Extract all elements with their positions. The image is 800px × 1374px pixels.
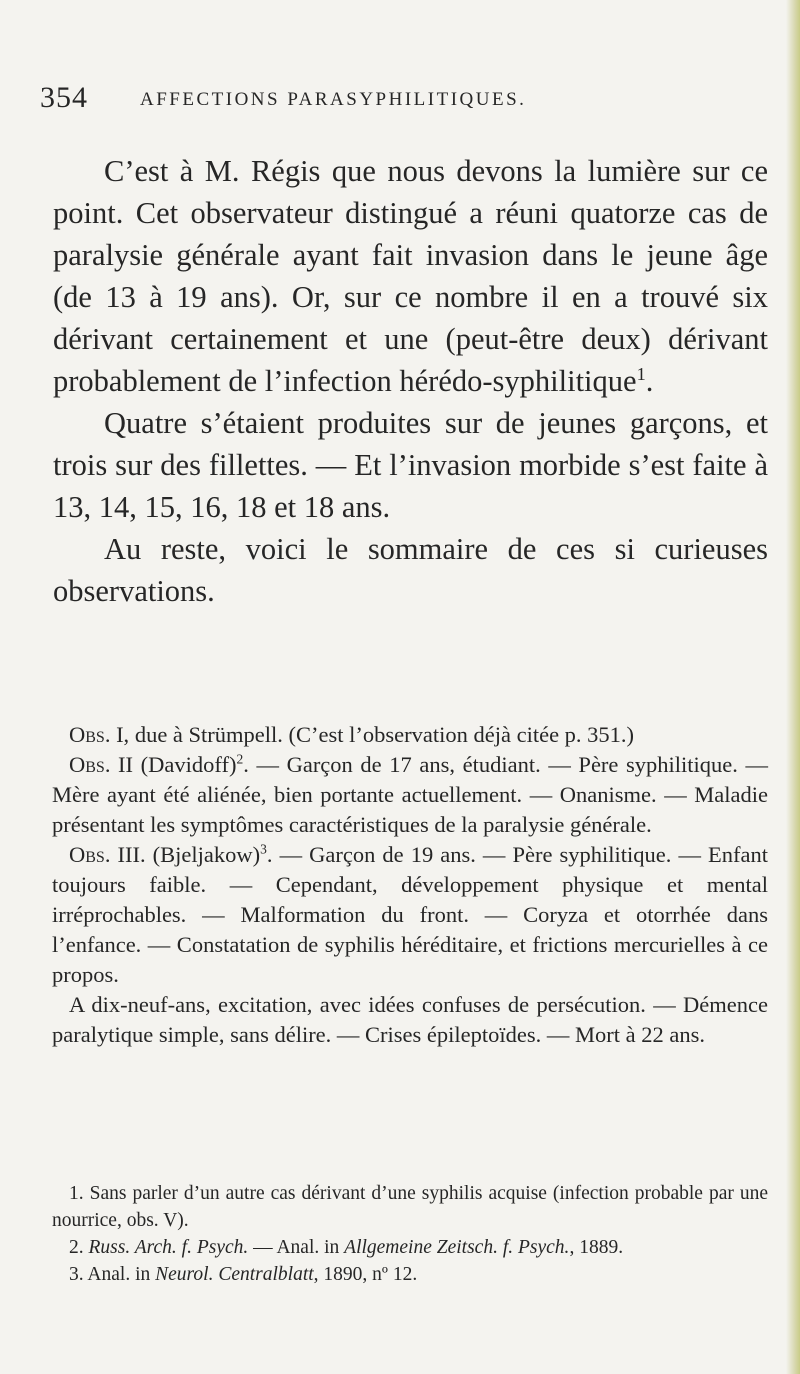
footnote-2-journal-2: Allgemeine Zeitsch. f. Psych. bbox=[344, 1237, 570, 1258]
observation-3-text: . — Garçon de 19 ans. — Père syphilitique. — Enfant toujours faible. — Cependant, développement physique et mental irréprochables. — Malformation du front. — Coryza et otorrhée dans l’enfance. — Constatation de syphilis héréditaire, et frictions mercurielles à ce propos. bbox=[52, 842, 768, 987]
footnote-3-journal: Neurol. Centralblatt bbox=[155, 1264, 314, 1285]
footnote-3 bbox=[52, 1261, 768, 1288]
footnote-ref-1: 1 bbox=[636, 363, 646, 384]
observation-1 bbox=[52, 720, 768, 750]
observation-3 bbox=[52, 840, 768, 990]
observation-2-label: Obs. II bbox=[69, 752, 134, 777]
footnote-3-prefix: 3. Anal. in bbox=[69, 1264, 156, 1285]
footnote-1: 1. Sans parler d’un autre cas dérivant d’une syphilis acquise (infection probable par une nourrice, obs. V). bbox=[52, 1183, 768, 1231]
observation-3-author: (Bjeljakow) bbox=[152, 842, 261, 867]
observation-1-label: Obs. I, bbox=[69, 722, 130, 747]
paragraph-1-text: C’est à M. Régis que nous devons la lumière sur ce point. Cet observateur distingué a réuni quatorze cas de paralysie générale ayant fait invasion dans le jeune âge (de 13 à 19 ans). Or, sur ce nombre il en a trouvé six dérivant certainement et une (peut-être deux) dérivant probablement de l’infection hérédo-syphilitique bbox=[53, 154, 768, 398]
footnote-2-journal: Russ. Arch. f. Psych. bbox=[88, 1237, 249, 1258]
footnote-2-mid: — Anal. in bbox=[248, 1237, 345, 1258]
page-number: 354 bbox=[40, 81, 88, 114]
paragraph-1 bbox=[53, 150, 768, 402]
footnote-2-year: , 1889. bbox=[569, 1237, 624, 1258]
footnotes bbox=[52, 1180, 768, 1288]
footnote-ref-3: 3 bbox=[260, 841, 267, 857]
paragraph-3: Au reste, voici le sommaire de ces si curieuses observations. bbox=[53, 532, 768, 608]
observations-list bbox=[52, 720, 768, 1050]
footnote-3-ref: , 1890, nº 12. bbox=[313, 1264, 418, 1285]
footnote-2-number: 2. bbox=[69, 1237, 89, 1258]
observation-1-text: due à Strümpell. (C’est l’observation déjà citée p. 351.) bbox=[134, 722, 635, 747]
main-text bbox=[53, 150, 768, 612]
page-edge bbox=[786, 0, 800, 1374]
paragraph-2: Quatre s’étaient produites sur de jeunes garçons, et trois sur des fillettes. — Et l’invasion morbide s’est faite à 13, 14, 15, 16, 18 et 18 ans. bbox=[53, 406, 768, 524]
observation-2-text: . — Garçon de 17 ans, étudiant. — Père syphilitique. — Mère ayant été aliénée, bien portante actuellement. — Onanisme. — Maladie présentant les symptômes caractéristiques de la paralysie générale. bbox=[52, 752, 769, 837]
observation-2-author: (Davidoff) bbox=[140, 752, 237, 777]
paragraph-1-end: . bbox=[645, 364, 654, 398]
observation-3-continued: A dix-neuf-ans, excitation, avec idées confuses de persécution. — Démence paralytique simple, sans délire. — Crises épileptoïdes. — Mort à 22 ans. bbox=[52, 992, 768, 1047]
observation-3-label: Obs. III. bbox=[69, 842, 146, 867]
observation-2 bbox=[52, 750, 768, 840]
running-title: AFFECTIONS PARASYPHILITIQUES. bbox=[140, 89, 527, 110]
running-head bbox=[40, 78, 740, 118]
footnote-2 bbox=[52, 1234, 768, 1261]
footnote-ref-2: 2 bbox=[236, 751, 244, 767]
